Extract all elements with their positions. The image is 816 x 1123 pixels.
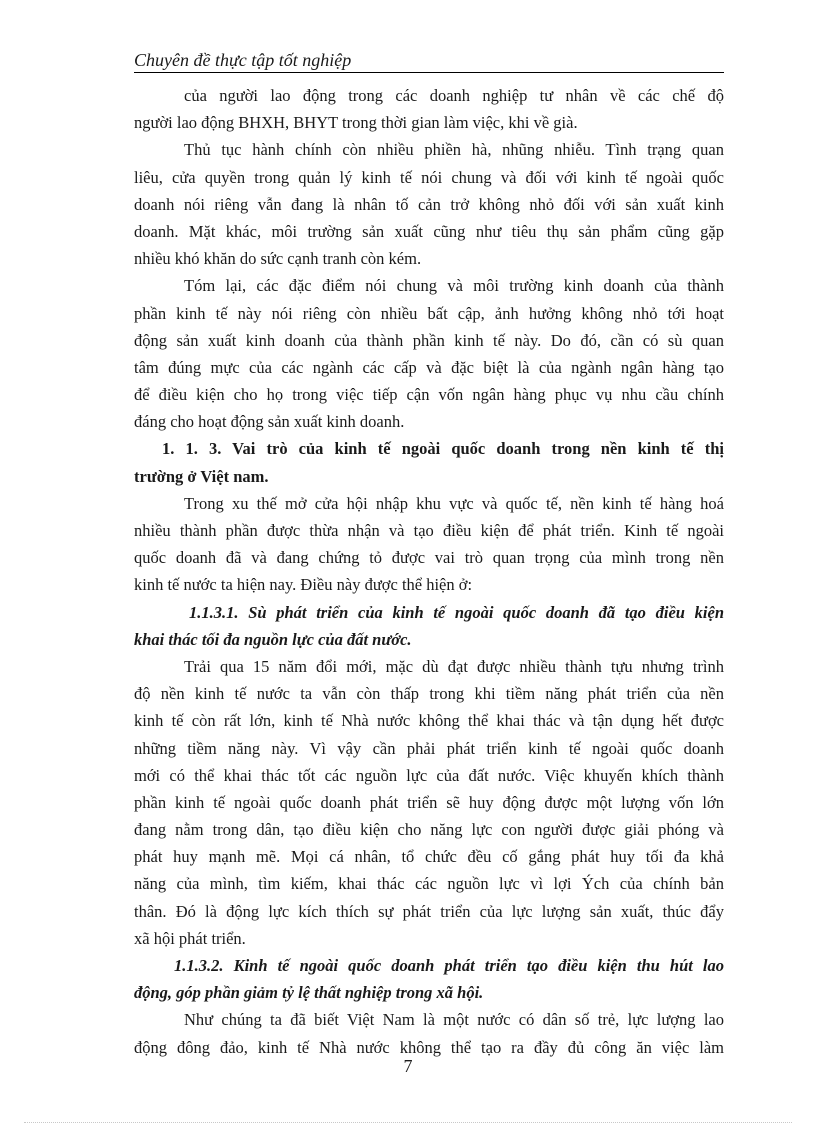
- text-line: kinh tế nước ta hiện nay. Điều này được thể hiện ở:: [134, 575, 473, 595]
- text-line: người lao động BHXH, BHYT trong thời gian làm việc, khi về già.: [134, 113, 578, 133]
- text-line: những tiềm năng này. Vì vậy cần phải phát triển kinh tế ngoài quốc doanh: [134, 738, 724, 758]
- text-line: năng của mình, tìm kiếm, khai thác các nguồn lực vì lợi Ých của chính bản: [134, 874, 724, 894]
- text-line: phần kinh tế ngoài quốc doanh phát triển sẽ huy động được một lượng vốn lớn: [134, 792, 724, 812]
- text-line: động đông đảo, kinh tế Nhà nước không thể tạo ra đầy đủ công ăn việc làm: [134, 1037, 724, 1057]
- document-body: [134, 82, 724, 1061]
- text-line: độ nền kinh tế nước ta vẫn còn thấp trong khi tiềm năng phát triển của nền: [134, 684, 724, 704]
- section-heading: 1. 1. 3. Vai trò của kinh tế ngoài quốc doanh trong nền kinh tế thị: [162, 439, 724, 459]
- subsection-heading: 1.1.3.1. Sù phát triển của kinh tế ngoài quốc doanh đã tạo điều kiện: [189, 602, 724, 622]
- text-line: kinh tế còn rất lớn, kinh tế Nhà nước không thể khai thác và tận dụng hết được: [134, 711, 724, 731]
- text-line: nhiều khó khăn do sức cạnh tranh còn kém.: [134, 249, 422, 269]
- text-line: Tóm lại, các đặc điểm nói chung và môi trường kinh doanh của thành: [184, 276, 724, 296]
- text-line: đang nằm trong dân, tạo điều kiện cho năng lực con người được giải phóng và: [134, 820, 724, 840]
- text-line: Như chúng ta đã biết Việt Nam là một nước có dân số trẻ, lực lượng lao: [184, 1010, 724, 1030]
- text-line: Trong xu thế mở cửa hội nhập khu vực và quốc tế, nền kinh tế hàng hoá: [184, 493, 724, 513]
- header-title: Chuyên đề thực tập tốt nghiệp: [134, 50, 352, 70]
- text-line: phần kinh tế này nói riêng còn nhiều bất cập, ảnh hưởng không nhỏ tới hoạt: [134, 303, 724, 323]
- subsection-heading: động, góp phần giảm tỷ lệ thất nghiệp trong xã hội.: [134, 983, 484, 1003]
- text-line: thân. Đó là động lực kích thích sự phát triển của lực lượng sản xuất, thúc đẩy: [134, 901, 724, 921]
- text-line: nhiều thành phần được thừa nhận và tạo điều kiện để phát triển. Kinh tế ngoài: [134, 521, 724, 540]
- text-line: doanh. Mặt khác, môi trường sản xuất cũng như tiêu thụ sản phẩm cũng gặp: [134, 221, 724, 241]
- text-line: doanh nói riêng vẫn đang là nhân tố cản trở không nhỏ đối với sản xuất kinh: [134, 194, 724, 214]
- subsection-heading: khai thác tối đa nguồn lực của đất nước.: [134, 629, 412, 649]
- text-line: đáng cho hoạt động sản xuất kinh doanh.: [134, 412, 405, 432]
- text-line: mới có thể khai thác tốt các nguồn lực của đất nước. Việc khuyến khích thành: [134, 765, 724, 785]
- page-number: 7: [403, 1056, 413, 1076]
- text-line: Thủ tục hành chính còn nhiều phiền hà, nhũng nhiễu. Tình trạng quan: [184, 140, 724, 160]
- text-line: liêu, cửa quyền trong quản lý kinh tế nói chung và đối với kinh tế ngoài quốc: [134, 167, 724, 187]
- text-line: động sản xuất kinh doanh của thành phần kinh tế này. Do đó, cần có sù quan: [134, 330, 724, 350]
- page-header: [134, 50, 724, 73]
- text-line: của người lao động trong các doanh nghiệp tư nhân về các chế độ: [184, 86, 724, 105]
- text-line: Trải qua 15 năm đổi mới, mặc dù đạt được nhiều thành tựu nhưng trình: [184, 656, 724, 676]
- text-line: tâm đúng mực của các ngành các cấp và đặc biệt là của ngành ngân hàng tạo: [134, 357, 724, 377]
- text-line: để điều kiện cho họ trong việc tiếp cận vốn ngân hàng phục vụ nhu cầu chính: [134, 385, 724, 405]
- text-line: quốc doanh đã và đang chứng tỏ được vai trò quan trọng của mình trong nền: [134, 548, 724, 568]
- text-line: xã hội phát triển.: [134, 928, 246, 948]
- section-heading: trường ở Việt nam.: [134, 466, 269, 486]
- subsection-heading: 1.1.3.2. Kinh tế ngoài quốc doanh phát triển tạo điều kiện thu hút lao: [174, 956, 724, 975]
- text-line: phát huy mạnh mẽ. Mọi cá nhân, tổ chức đều cố gắng phát huy tối đa khả: [134, 847, 724, 867]
